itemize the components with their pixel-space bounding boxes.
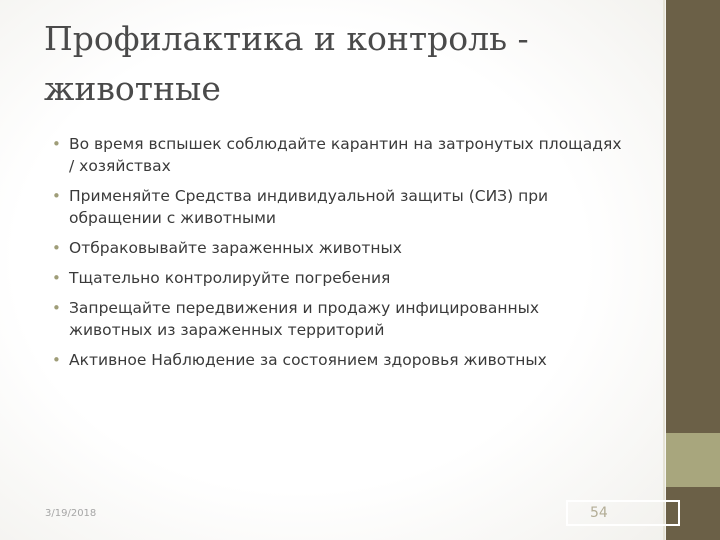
page-number-frame: [566, 500, 680, 526]
bullet-list: [52, 133, 622, 379]
sidebar-divider: [663, 0, 665, 540]
page-number: 54: [590, 505, 608, 521]
bullet-dot-icon: •: [52, 135, 61, 153]
bullet-text: Применяйте Средства индивидуальной защиты (СИЗ) при обращении с животными: [69, 187, 549, 227]
bullet-dot-icon: •: [52, 239, 61, 257]
bullet-text: Отбраковывайте зараженных животных: [69, 239, 402, 257]
bullet-text: Во время вспышек соблюдайте карантин на затронутых площадях / хозяйствах: [69, 135, 622, 175]
bullet-item: [52, 133, 622, 177]
bullet-item: [52, 237, 622, 259]
bullet-dot-icon: •: [52, 269, 61, 287]
slide-title: Профилактика и контроль - животные: [44, 19, 529, 108]
bullet-text: Активное Наблюдение за состоянием здоровья животных: [69, 351, 547, 369]
bullet-dot-icon: •: [52, 351, 61, 369]
footer-date: 3/19/2018: [45, 508, 97, 519]
bullet-item: [52, 349, 622, 371]
bullet-item: [52, 267, 622, 289]
bullet-text: Тщательно контролируйте погребения: [69, 269, 391, 287]
bullet-text: Запрещайте передвижения и продажу инфицированных животных из зараженных территорий: [69, 299, 540, 339]
bullet-item: [52, 297, 622, 341]
sidebar-accent-block: [666, 433, 720, 487]
bullet-dot-icon: •: [52, 299, 61, 317]
bullet-item: [52, 185, 622, 229]
bullet-dot-icon: •: [52, 187, 61, 205]
